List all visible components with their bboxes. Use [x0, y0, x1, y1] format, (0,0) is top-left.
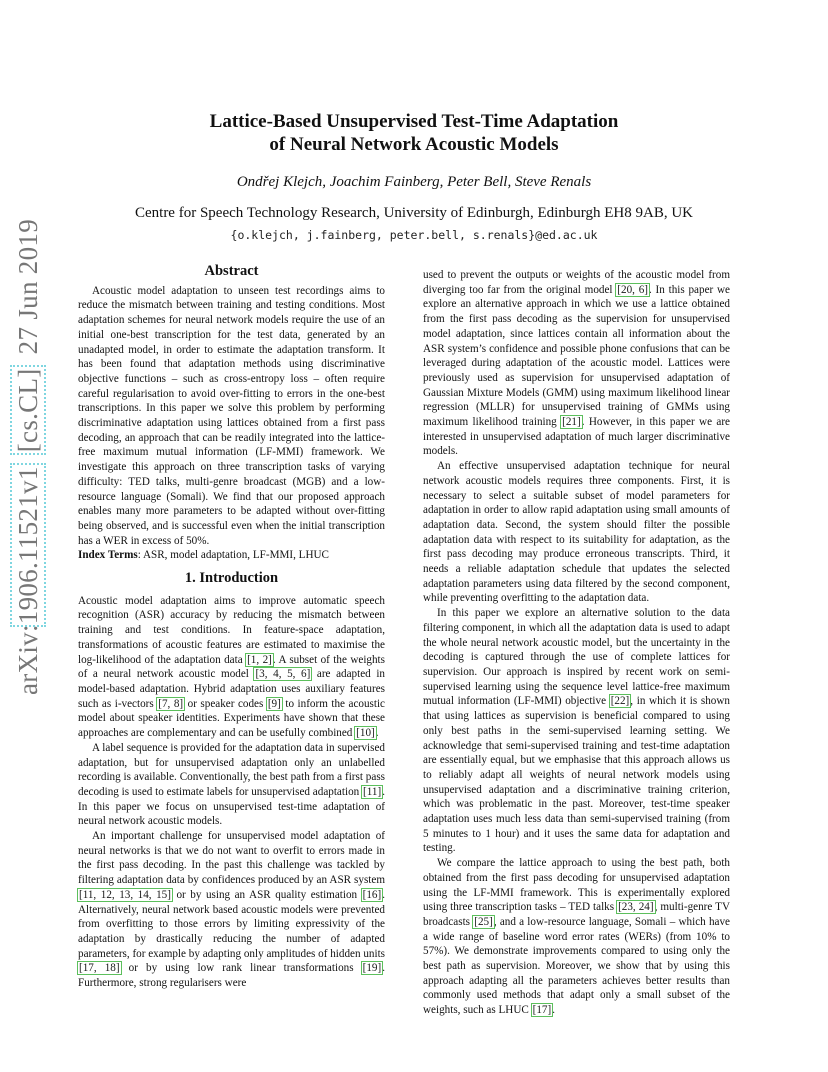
arxiv-id-link[interactable]: 1906.11521v1 — [13, 466, 43, 625]
citation-link[interactable]: [17, 18] — [79, 962, 120, 975]
abstract-heading: Abstract — [204, 263, 259, 279]
introduction-heading: 1. Introduction — [184, 570, 279, 587]
title-line-1: Lattice-Based Unsupervised Test-Time Adaptation — [209, 111, 619, 132]
citation-link[interactable]: [9] — [267, 697, 281, 710]
paper-title — [0, 110, 828, 156]
citation-link[interactable]: [10] — [356, 727, 375, 740]
index-terms-list: : ASR, model adaptation, LF-MMI, LHUC — [137, 549, 329, 562]
affiliation: Centre for Speech Technology Research, University of Edinburgh, Edinburgh EH8 9AB, UK — [134, 205, 693, 221]
intro-paragraph-3-continued: used to prevent the outputs or weights of the acoustic model from diverging too far from the original model [20, 6]. In this paper we explore an alternative approach in which we use a lattice obtained from the first pass decoding as the supervision for unsupervised model adaptation, since lattices contain all information about the ASR system’s confidence and possible phone confusions that can be leveraged during adaptation of the acoustic model. Lattices were previously used as supervision for unsupervised adaptation of Gaussian Mixture Models (GMM) using maximum likelihood linear regression (MLLR) for unsupervised training of GMMs using maximum likelihood training [21]. However, in this paper we are interested in unsupervised adaptation of much larger discriminative models. — [423, 269, 730, 458]
citation-link[interactable]: [22] — [610, 695, 630, 708]
author-emails: {o.klejch, j.fainberg, peter.bell, s.renals}@ed.ac.uk — [230, 228, 598, 242]
citation-link[interactable]: [11, 12, 13, 14, 15] — [79, 888, 171, 901]
arxiv-sidebar-stamp — [3, 219, 53, 695]
intro-paragraph-6: We compare the lattice approach to using the best path, both obtained from the first pass decoding for unsupervised adaptation using the LF-MMI framework. This is experimentally explored using three transcription tasks – TED talks [23, 24], multi-genre TV broadcasts [25], and a low-resource language, Somali – which have a wide range of baseline word error rates (WERs) (from 10% to 57%). We demonstrate improvements compared to using only the best path as supervision. Moreover, we show that by using this approach adapting all the parameters achieves better results than commonly used methods that adapt only a small subset of the weights, such as LHUC [17]. — [423, 857, 730, 1017]
intro-paragraph-4: An effective unsupervised adaptation technique for neural network acoustic models requires three components. First, it is necessary to select a suitable subset of model parameters for adaptation in order to allow rapid adaptation using small amounts of adaptation data. Second, the system should filter the possible adaptation data with respect to its suitability for adaptation, as the first pass decoding may produce erroneous transcripts. Third, it needs a reliable adaptation schedule that updates the selected adaptation parameters using data filtered by the second component, while preventing overfitting to the adaptation data. — [423, 460, 730, 605]
citation-link[interactable]: [19] — [362, 962, 382, 975]
citation-link[interactable]: [25] — [474, 915, 493, 928]
citation-link[interactable]: [1, 2] — [247, 653, 272, 666]
index-terms — [78, 548, 385, 563]
citation-link[interactable]: [21] — [562, 416, 581, 429]
intro-paragraph-1: Acoustic model adaptation aims to improve automatic speech recognition (ASR) accuracy by reducing the mismatch between training and test conditions. In feature-space adaptation, transformations of acoustic features are estimated to maximise the log-likelihood of the adaptation data [1, 2]. A subset of the weights of a neural network acoustic model [3, 4, 5, 6] are adapted in model-based adaptation. Hybrid adaptation uses auxiliary features such as i-vectors [7, 8] or speaker codes [9] to inform the acoustic model about speaker identities. Experiments have shown that these approaches are complementary and can be usefully combined [10]. — [78, 594, 385, 740]
right-column — [423, 268, 730, 1018]
citation-link[interactable]: [3, 4, 5, 6] — [255, 668, 311, 681]
arxiv-date: 27 Jun 2019 — [13, 219, 43, 355]
intro-paragraph-3: An important challenge for unsupervised model adaptation of neural networks is that we do not want to overfit to errors made in the first pass decoding. In the past this challenge was tackled by filtering adaptation data by confidences produced by an ASR system [11, 12, 13, 14, 15] or by using an ASR quality estimation [16]. Alternatively, neural network based acoustic models were prevented from overfitting to those errors by limiting expressivity of the adaptation by drastically reducing the number of adapted parameters, for example by adapting only amplitudes of hidden units [17, 18] or by using low rank linear transformations [19]. Furthermore, strong regularisers were — [78, 830, 385, 990]
arxiv-category-link[interactable]: [cs.CL] — [13, 368, 43, 453]
title-line-2: of Neural Network Acoustic Models — [269, 134, 559, 155]
arxiv-prefix: arXiv: — [13, 624, 43, 695]
abstract-text: Acoustic model adaptation to unseen test recordings aims to reduce the mismatch between training and testing conditions. Most adaptation schemes for neural network models require the use of an initial one-best transcription for the test data, generated by an unadapted model, in order to estimate the adaptation transform. It has been found that adaptation methods using discriminative objective functions – such as cross-entropy loss – often require careful regularisation to avoid over-fitting to errors in the one-best transcriptions. In this paper we solve this problem by performing discriminative adaptation using lattices obtained from a first pass decoding, an approach that can be readily integrated into the lattice-free maximum mutual information (LF-MMI) framework. We investigate this approach on three transcription tasks of varying difficulty: TED talks, multi-genre broadcast (MGB) and a low-resource language (Somali). We find that our proposed approach enables many more parameters to be adapted without over-fitting being observed, and is successful even when the initial transcription has a WER in excess of 50%. — [78, 284, 385, 547]
citation-link[interactable]: [16] — [362, 888, 382, 901]
citation-link[interactable]: [20, 6] — [617, 283, 648, 296]
intro-paragraph-5: In this paper we explore an alternative solution to the data filtering component, in which all the adaptation data is used to adapt the whole neural network acoustic model, but the uncertainty in the decoding is captured through the use of complete lattices for supervision. Our approach is inspired by recent work on semi-supervised learning using the sequence level lattice-free maximum mutual information (LF-MMI) objective [22], in which it is shown that using lattices as supervision is beneficial compared to using only best paths in the semi-supervised learning setting. We acknowledge that semi-supervised training and test-time adaptation are essentially equal, but we emphasise that this approach allows us to reliably adapt all weights of neural network models using unsupervised adaptation and a discriminative training criterion, which was problematic in the past. Moreover, test-time speaker adaptation uses much less data than semi-supervised training (from 5 minutes to 1 hour) and it uses the same data for adaptation and testing. — [423, 607, 730, 855]
index-terms-label: Index Terms — [78, 549, 138, 562]
citation-link[interactable]: [17] — [532, 1004, 552, 1017]
citation-link[interactable]: [23, 24] — [618, 901, 654, 914]
citation-link[interactable]: [7, 8] — [158, 697, 184, 710]
citation-link[interactable]: [11] — [363, 785, 382, 798]
left-column — [78, 264, 385, 991]
intro-paragraph-2: A label sequence is provided for the adaptation data in supervised adaptation, but for unsupervised adaptation only an unlabelled recording is available. Conventionally, the best path from a first pass decoding is used to estimate labels for unsupervised adaptation [11]. In this paper we focus on unsupervised test-time adaptation of neural network acoustic models. — [78, 741, 385, 828]
author-list: Ondřej Klejch, Joachim Fainberg, Peter Bell, Steve Renals — [236, 174, 592, 190]
